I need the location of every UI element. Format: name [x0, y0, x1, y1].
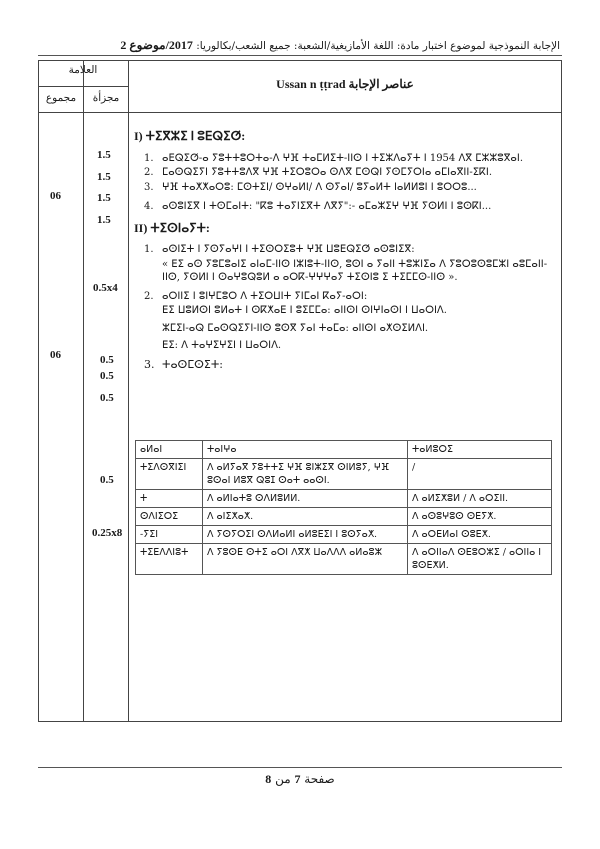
answer-line: ⴹⵉ ⵡⵓⵍⵙⵏ ⵓⵍⴰⵜ ⵏ ⵙⴽⵅⴰⴹ ⵏ ⵓⵉⵎⵎⴰ: ⴰⵏⵏⵙⵏ ⵙⵏⵖⵏⴰⵙⵏ ⵏ ⵡⴰⵔⵏⴷ.: [162, 305, 447, 316]
grid-cell: ⴷ ⵢⵓⵙⴹ ⵙⵜⵉ ⴰⵔⵏ ⴷⴳⵅ ⵡⴰⴷⴷⴷ ⴰⵍⴰⵓⵣ: [203, 544, 408, 575]
partial-mark: 0.5x4: [93, 282, 118, 294]
grid-cell: ⵜⵉⴹⴷⴷⵏⵓⵜ: [136, 544, 203, 575]
header-rule: [38, 55, 562, 56]
answer-quote: « ⴹⵉ ⴰⵙ ⵢⵓⵎⵓⴰⵏⵉ ⴰⵏⴰⵎ-ⵏⵏⵙ ⵏⵣⵏⵓⵜ-ⵏⵏⵙ, ⵓⵙⵏ ⴰ ⵢⴰⵏⵏ ⵜⵓⵣⵏⵉⴰ ⴷ ⵢⵓⵔⵓⵙⵓⵎⵣⵏ ⴰⵓⵎⴰⵏⵏ-ⵏⵏⵙ, ⵢⵙⵍⵏ ⵏ ⵙⴰⵖⵓⵕⵓⵍ ⴰ ⴰⵔⴽ-ⵖⵖⵖⴰⵢ ⵜⵉⵙⵏⵓ ⵉ ⵜⵉⵎⵎⵙ-ⵏⵏⵙ ».: [162, 258, 548, 283]
answer-item: 1. ⴰⴹⵕⵉⵚ-ⴰ ⵢⵓⵜⵜⵓⵔⵜⴰ-ⴷ ⵖⴼ ⵜⴰⵎⵍⵉⵜ-ⵏⵏⵙ ⵏ ⵜⵉⵣⴷⴰⵢⵜ ⵏ 1954 ⴷⴳ ⵎⵣⵣⵓⴳⴰⵏ.: [144, 152, 524, 164]
answer-item: 1. ⴰⵙⵏⵉⵜ ⵏ ⵢⵙⵢⴰⵖⵏ ⵏ ⵜⵉⵙⵔⵉⵓⵜ ⵖⴼ ⵡⵓⴹⵕⵉⵚ ⴰⵙⵓⵏⵉⴳ:: [144, 244, 415, 255]
table-row: [136, 544, 552, 575]
classification-grid: [135, 440, 552, 575]
answer-item: 3. ⵜⴰⵙⵎⵙⵉⵜ:: [144, 357, 224, 371]
header-topic: /موضوع 2: [120, 38, 169, 52]
partial-mark: 0.5: [100, 392, 114, 404]
table-row: [136, 526, 552, 544]
grid-cell: ⴷ ⴰⵔⴹⵍⴰⵏ ⵙⵓⴹⵅ.: [408, 526, 552, 544]
footer-prefix: صفحة: [304, 772, 335, 786]
footer-of: من: [275, 772, 291, 786]
grid-cell: ⵜ: [136, 490, 203, 508]
grid-cell: ⵙⴷⵏⵉⵔⵉ: [136, 508, 203, 526]
table-row: [136, 490, 552, 508]
page-header: [40, 38, 560, 53]
grid-header: ⴰⵍⴰⵏ: [136, 441, 203, 459]
grid-cell: -ⵢⵉⵏ: [136, 526, 203, 544]
grid-cell: ⴷ ⴰⵙⵓⵖⵓⵙ ⵙⴹⵢⵅ.: [408, 508, 552, 526]
answer-item: 2. ⵎⴰⵙⵕⵉⵢⵏ ⵢⵓⵜⵜⵓⴷⴳ ⵖⴼ ⵜⵉⵔⵓⵔⴰ ⵙⴷⴳ ⵎⵙⵕⵏ ⵢⵙⵎⵢⵔⵏⴰ ⴰⵎⵏⴰⴳⵏⵏ-ⵉⴽⵏ.: [144, 167, 492, 178]
answer-line: ⵣⵎⵉⵏ-ⴰⵕ ⵎⴰⵙⵕⵉⵢⵏ-ⵏⵏⵙ ⵓⵙⴳ ⵢⴰⵏ ⵜⴰⵎⴰ: ⴰⵏⵏⵙⵏ ⴰⵅⵙⵉⵍⴷⵏ.: [162, 322, 429, 334]
header-text: الإجابة النموذجية لموضوع اختبار مادة: اللغة الأمازيغية/الشعبة: جميع الشعب/بكالوريا:: [192, 40, 560, 52]
section-1-title: I) ⵜⵉⴳⵣⵉ ⵏ ⵓⴹⵕⵉⵚ:: [134, 129, 246, 143]
header-year: 2017: [168, 38, 193, 52]
grid-header: ⵜⴰⵏⵖⴰ: [203, 441, 408, 459]
col-divider-2: [128, 60, 129, 722]
grid-header: ⵜⴰⵍⵓⵔⵉ: [408, 441, 552, 459]
partial-mark: 0.25x8: [92, 527, 123, 539]
grid-cell: /: [408, 459, 552, 490]
head-divider: [38, 112, 562, 113]
grid-cell: ⴷ ⴰⵏⵉⵅⴰⵅ.: [203, 508, 408, 526]
answers-label: عناصر الإجابة Ussan n ṭṭrad: [276, 77, 414, 91]
footer-rule: [38, 767, 562, 768]
answer-item: 2. ⴰⵔⵏⵏⵉ ⵏ ⵓⵏⵖⵎⵓⵔ ⴷ ⵜⵉⵔⵡⵏⵜ ⵢⵏⵎⴰⵏ ⴽⴰⵢ-ⴰⵔⵏ:: [144, 290, 368, 302]
grid-cell: ⴷ ⴰⵍⵏⴰⵜⵓ ⵙⴷⵍⵓⵍⵍ.: [203, 490, 408, 508]
total-mark: 06: [50, 190, 61, 202]
grid-cell: ⴷ ⴰⵔⵏⵏⴰⴷ ⵙⴹⵓⵔⵣⵉ / ⴰⵔⵏⵏⴰ ⵏ ⵓⵙⴹⵅⵍ.: [408, 544, 552, 575]
grade-divider: [38, 86, 128, 87]
answer-item: 4. ⴰⵙⵓⵏⵉⴳ ⵏ ⵜⵙⵎⴰⵏⵜ: "ⴽⵓ ⵜⴰⵢⵏⵉⴳⵜ ⴷⴳⵢ":- ⴰⵎⴰⵣⵉⵖ ⵖⴼ ⵢⵙⵍⵏ ⵏ ⵓⵙⴽⵏ...: [144, 201, 492, 212]
footer-page: 7: [294, 772, 301, 786]
partial-mark: 1.5: [97, 214, 111, 226]
footer-total: 8: [265, 772, 272, 786]
partial-mark: 0.5: [100, 370, 114, 382]
col-divider-1: [83, 60, 84, 722]
partial-mark: 0.5: [100, 354, 114, 366]
grid-header-row: [136, 441, 552, 459]
grid-cell: ⴷ ⴰⵍⵉⵅⵓⵍ / ⴷ ⴰⵔⵉⵏⵏ.: [408, 490, 552, 508]
grid-cell: ⴷ ⴰⵍⵢⴰⴳ ⵢⵓⵜⵜⵉ ⵖⴼ ⵓⵏⵣⵉⴳ ⵙⵏⵍⵓⵢ, ⵖⴼ ⵓⵙⴰⵏ ⵍⵓⴳ ⵕⵓⵊ ⵙⴰⵜ ⴰⴰⵙⵏ.: [203, 459, 408, 490]
partial-mark: 0.5: [100, 474, 114, 486]
answer-content: [134, 128, 552, 372]
answer-item: 3. ⵖⴼ ⵜⴰⵅⵅⴰⵔⵓ: ⵎⵙⵜⵉⵏ/ ⵙⵖⴰⵍⵏ/ ⴷ ⵙⵢⴰⵏ/ ⵓⵢⴰⵍⵜ ⵏⴰⵍⵍⵓⵏ ⵏ ⵓⵔⵔⵓ...: [144, 181, 477, 193]
table-row: [136, 508, 552, 526]
grid-cell: ⴷ ⵢⵙⵢⵔⵉⵏ ⵙⴷⵍⴰⵍⵏ ⴰⵍⵓⴹⵉⵏ ⵏ ⵓⵙⵢⴰⵅ.: [203, 526, 408, 544]
partial-label: مجزأة: [92, 92, 120, 104]
total-label: مجموع: [45, 92, 77, 104]
grade-label: العلامة: [68, 64, 98, 76]
total-mark: 06: [50, 349, 61, 361]
partial-mark: 1.5: [97, 192, 111, 204]
partial-mark: 1.5: [97, 171, 111, 183]
section-2-title: II) ⵜⵉⵙⵏⴰⵢⵜ:: [134, 220, 210, 235]
page-footer: [0, 772, 600, 787]
partial-mark: 1.5: [97, 149, 111, 161]
answer-line: ⴹⵉ: ⴷ ⵜⴰⵖⵉⵖⵉⵏ ⵏ ⵡⴰⵔⵏⴷ.: [162, 340, 282, 351]
grid-cell: ⵜⵉⴷⵙⴳⵏⵉⵏ: [136, 459, 203, 490]
table-row: [136, 459, 552, 490]
